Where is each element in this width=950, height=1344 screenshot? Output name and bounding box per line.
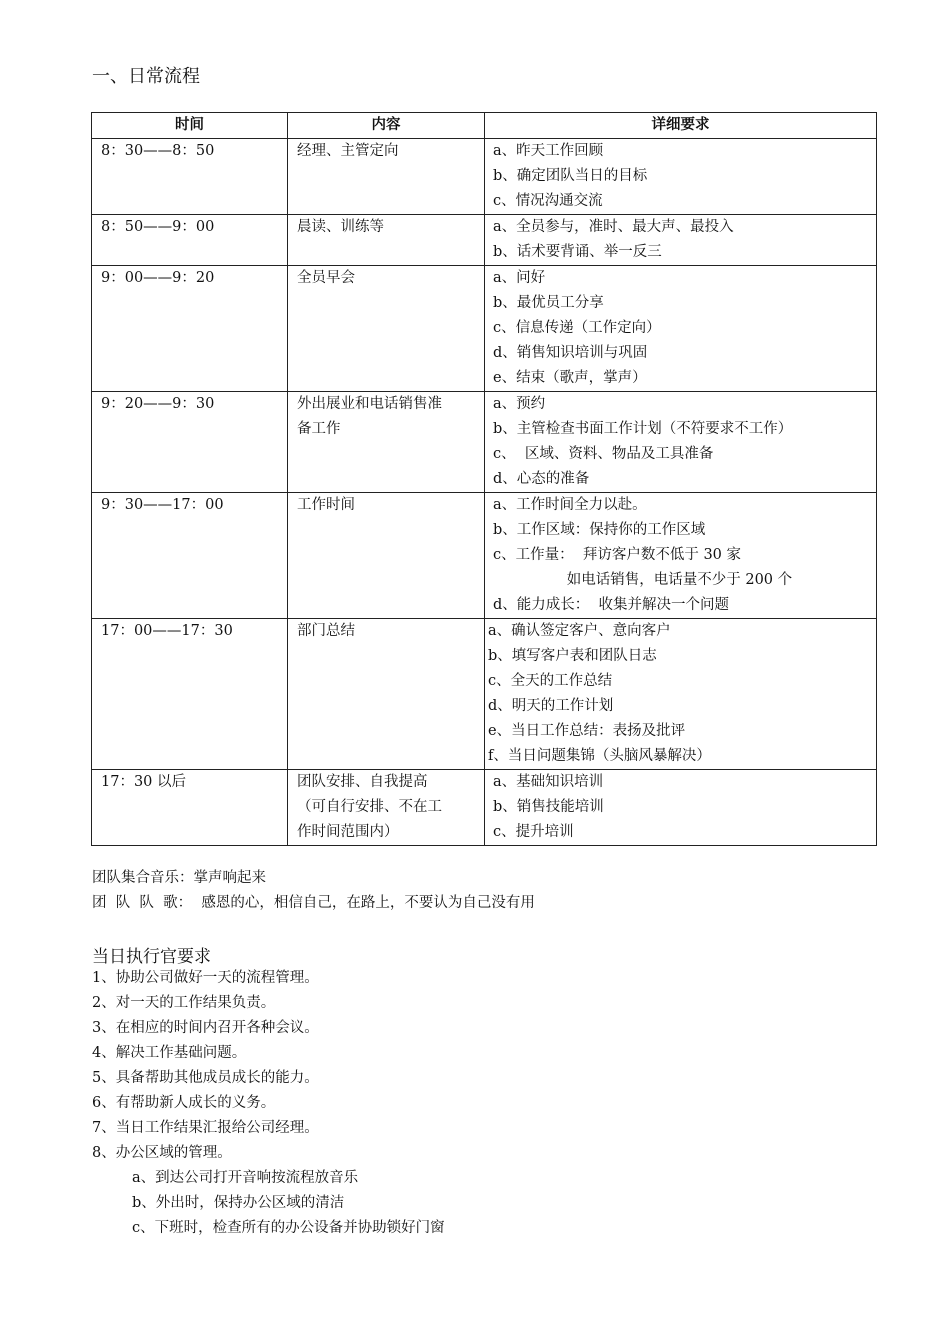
details-cell [485, 619, 877, 770]
detail-line: d、销售知识培训与巩固 [493, 345, 648, 361]
table-row [92, 493, 877, 619]
content-line: 备工作 [297, 421, 341, 437]
detail-line: e、结束（歌声，掌声） [493, 370, 647, 386]
details-cell [485, 266, 877, 392]
detail-line: d、能力成长： 收集并解决一个问题 [493, 597, 729, 613]
header-content: 内容 [288, 113, 485, 139]
detail-line: b、最优员工分享 [493, 295, 604, 311]
detail-line: c、提升培训 [493, 824, 574, 840]
time-cell: 9：20——9：30 [92, 392, 288, 493]
duty-subitem: c、下班时，检查所有的办公设备并协助锁好门窗 [132, 1220, 445, 1236]
detail-line: d、明天的工作计划 [488, 698, 614, 714]
team-song-note: 团 队 队 歌： 感恩的心，相信自己，在路上，不要认为自己没有用 [92, 895, 535, 911]
detail-line: c、信息传递（工作定向） [493, 320, 661, 336]
content-cell [288, 619, 485, 770]
detail-line: b、填写客户表和团队日志 [488, 648, 657, 664]
content-cell [288, 392, 485, 493]
detail-line: a、昨天工作回顾 [493, 143, 604, 159]
content-line: 经理、主管定向 [297, 143, 399, 159]
details-cell [485, 493, 877, 619]
detail-line: b、话术要背诵、举一反三 [493, 244, 662, 260]
details-cell [485, 392, 877, 493]
detail-line: a、基础知识培训 [493, 774, 604, 790]
content-cell [288, 215, 485, 266]
content-line: 晨读、训练等 [297, 219, 384, 235]
details-cell [485, 139, 877, 215]
detail-line: a、确认签定客户、意向客户 [488, 623, 671, 639]
time-cell: 9：30——17：00 [92, 493, 288, 619]
duty-item: 7、当日工作结果汇报给公司经理。 [92, 1120, 319, 1136]
detail-line: c、情况沟通交流 [493, 193, 603, 209]
details-cell [485, 770, 877, 846]
detail-line: e、当日工作总结：表扬及批评 [488, 723, 686, 739]
duty-item: 1、协助公司做好一天的流程管理。 [92, 970, 319, 986]
table-row [92, 215, 877, 266]
detail-line: c、 区域、资料、物品及工具准备 [493, 446, 714, 462]
table-row [92, 139, 877, 215]
detail-line: 如电话销售，电话量不少于 200 个 [493, 572, 793, 588]
detail-line: b、工作区域：保持你的工作区域 [493, 522, 706, 538]
detail-line: b、销售技能培训 [493, 799, 604, 815]
header-time: 时间 [92, 113, 288, 139]
detail-line: a、全员参与，准时、最大声、最投入 [493, 219, 734, 235]
detail-line: b、确定团队当日的目标 [493, 168, 648, 184]
duty-item: 3、在相应的时间内召开各种会议。 [92, 1020, 319, 1036]
header-details: 详细要求 [485, 113, 877, 139]
duty-item: 4、解决工作基础问题。 [92, 1045, 247, 1061]
content-line: 部门总结 [297, 623, 355, 639]
table-row [92, 266, 877, 392]
duty-item: 8、办公区域的管理。 [92, 1145, 232, 1161]
duty-item: 2、对一天的工作结果负责。 [92, 995, 276, 1011]
content-cell [288, 493, 485, 619]
details-cell [485, 215, 877, 266]
content-line: （可自行安排、不在工 [297, 799, 442, 815]
duty-subitem: b、外出时，保持办公区域的清洁 [132, 1195, 345, 1211]
duty-item: 5、具备帮助其他成员成长的能力。 [92, 1070, 319, 1086]
content-cell [288, 139, 485, 215]
detail-line: a、问好 [493, 270, 546, 286]
time-cell: 17：00——17：30 [92, 619, 288, 770]
content-cell [288, 770, 485, 846]
detail-line: c、工作量： 拜访客户数不低于 30 家 [493, 547, 742, 563]
content-line: 团队安排、自我提高 [297, 774, 428, 790]
table-row [92, 619, 877, 770]
executive-duties-list [92, 966, 445, 1241]
content-line: 外出展业和电话销售准 [297, 396, 442, 412]
content-line: 工作时间 [297, 497, 355, 513]
detail-line: a、预约 [493, 396, 546, 412]
table-row [92, 392, 877, 493]
time-cell: 8：50——9：00 [92, 215, 288, 266]
content-cell [288, 266, 485, 392]
table-header-row [92, 113, 877, 139]
time-cell: 9：00——9：20 [92, 266, 288, 392]
duty-item: 6、有帮助新人成长的义务。 [92, 1095, 276, 1111]
content-line: 作时间范围内） [297, 824, 399, 840]
daily-schedule-table [91, 112, 877, 846]
team-notes [92, 866, 535, 916]
content-line: 全员早会 [297, 270, 355, 286]
detail-line: c、全天的工作总结 [488, 673, 613, 689]
detail-line: a、工作时间全力以赴。 [493, 497, 647, 513]
section-title-executive-requirements: 当日执行官要求 [92, 947, 211, 967]
section-title-daily-process: 一、日常流程 [92, 66, 200, 87]
detail-line: b、主管检查书面工作计划（不符要求不工作） [493, 421, 793, 437]
team-music-note: 团队集合音乐：掌声响起来 [92, 870, 266, 886]
duty-subitem: a、到达公司打开音响按流程放音乐 [132, 1170, 359, 1186]
detail-line: f、当日问题集锦（头脑风暴解决） [488, 748, 711, 764]
table-row [92, 770, 877, 846]
time-cell: 17：30 以后 [92, 770, 288, 846]
detail-line: d、心态的准备 [493, 471, 590, 487]
time-cell: 8：30——8：50 [92, 139, 288, 215]
